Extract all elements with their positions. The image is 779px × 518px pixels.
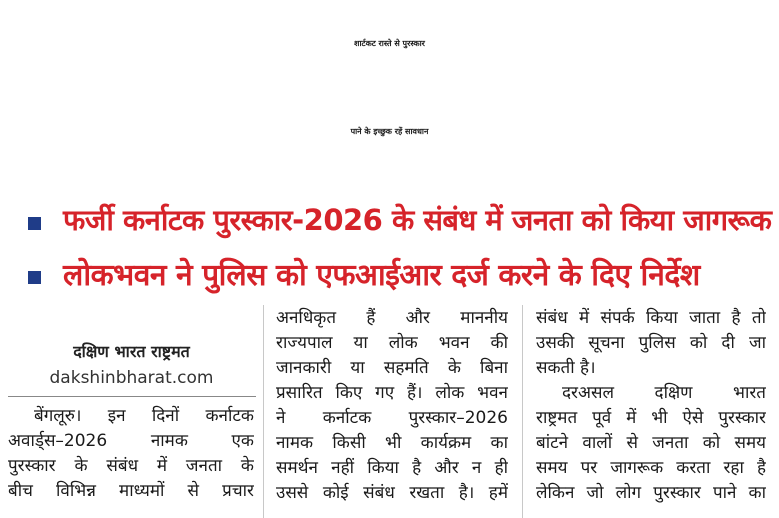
column-divider xyxy=(263,305,264,518)
article-line: अनधिकृत हैं और माननीय xyxy=(276,308,508,328)
headline-line-1: शार्टकट रास्ते से पुरस्कार xyxy=(354,39,425,48)
article-line: सकती है। xyxy=(536,358,596,378)
article-line: दरअसल दक्षिण भारत xyxy=(562,383,766,403)
article-column-1 xyxy=(8,404,254,504)
article-line: राष्ट्रमत पूर्व में भी ऐसे पुरस्कार xyxy=(536,408,766,428)
article-line: जानकारी या सहमति के बिना xyxy=(276,358,508,378)
article-line: उसकी सूचना पुलिस को दी जा xyxy=(536,333,766,353)
column-divider xyxy=(522,305,523,518)
article-line: पुरस्कार के संबंध में जनता के xyxy=(8,456,254,476)
article-line: समय पर जागरूक करता रहा है xyxy=(536,458,766,478)
article-line: प्रसारित किए गए हैं। लोक भवन xyxy=(276,383,508,403)
article-line: बांटने वालों से जनता को समय xyxy=(536,433,766,453)
article-line: ने कर्नाटक पुरस्कार–2026 xyxy=(276,408,508,428)
byline-source: दक्षिण भारत राष्ट्रमत xyxy=(73,342,190,361)
article-line: उससे कोई संबंध रखता है। हमें xyxy=(276,483,508,503)
subhead-2 xyxy=(28,250,778,296)
article-line: बीच विभिन्न माध्यमों से प्रचार xyxy=(8,481,254,501)
article-line: राज्यपाल या लोक भवन की xyxy=(276,333,508,353)
article-line: अवार्ड्स–2026 नामक एक xyxy=(8,431,254,451)
article-line: नामक किसी भी कार्यक्रम का xyxy=(276,433,508,453)
article-column-3 xyxy=(536,306,766,506)
byline-site: dakshinbharat.com xyxy=(49,368,214,388)
subhead-1-text: फर्जी कर्नाटक पुरस्कार-2026 के संबंध में जनता को किया जागरूक xyxy=(63,202,772,237)
article-line: लेकिन जो लोग पुरस्कार पाने का xyxy=(536,483,766,503)
article-line: बेंगलूरु। इन दिनों कर्नाटक xyxy=(34,406,254,426)
byline-divider xyxy=(8,396,256,397)
subhead-2-text: लोकभवन ने पुलिस को एफआईआर दर्ज करने के दिए निर्देश xyxy=(63,257,700,293)
headline-line-2: पाने के इच्छुक रहें सावधान xyxy=(350,127,429,136)
square-bullet-icon xyxy=(28,217,41,230)
article-line: समर्थन नहीं किया है और न ही xyxy=(276,458,508,478)
subhead-1 xyxy=(28,196,778,242)
article-line: संबंध में संपर्क किया जाता है तो xyxy=(536,308,766,328)
square-bullet-icon xyxy=(28,271,41,284)
article-column-2 xyxy=(276,306,508,506)
